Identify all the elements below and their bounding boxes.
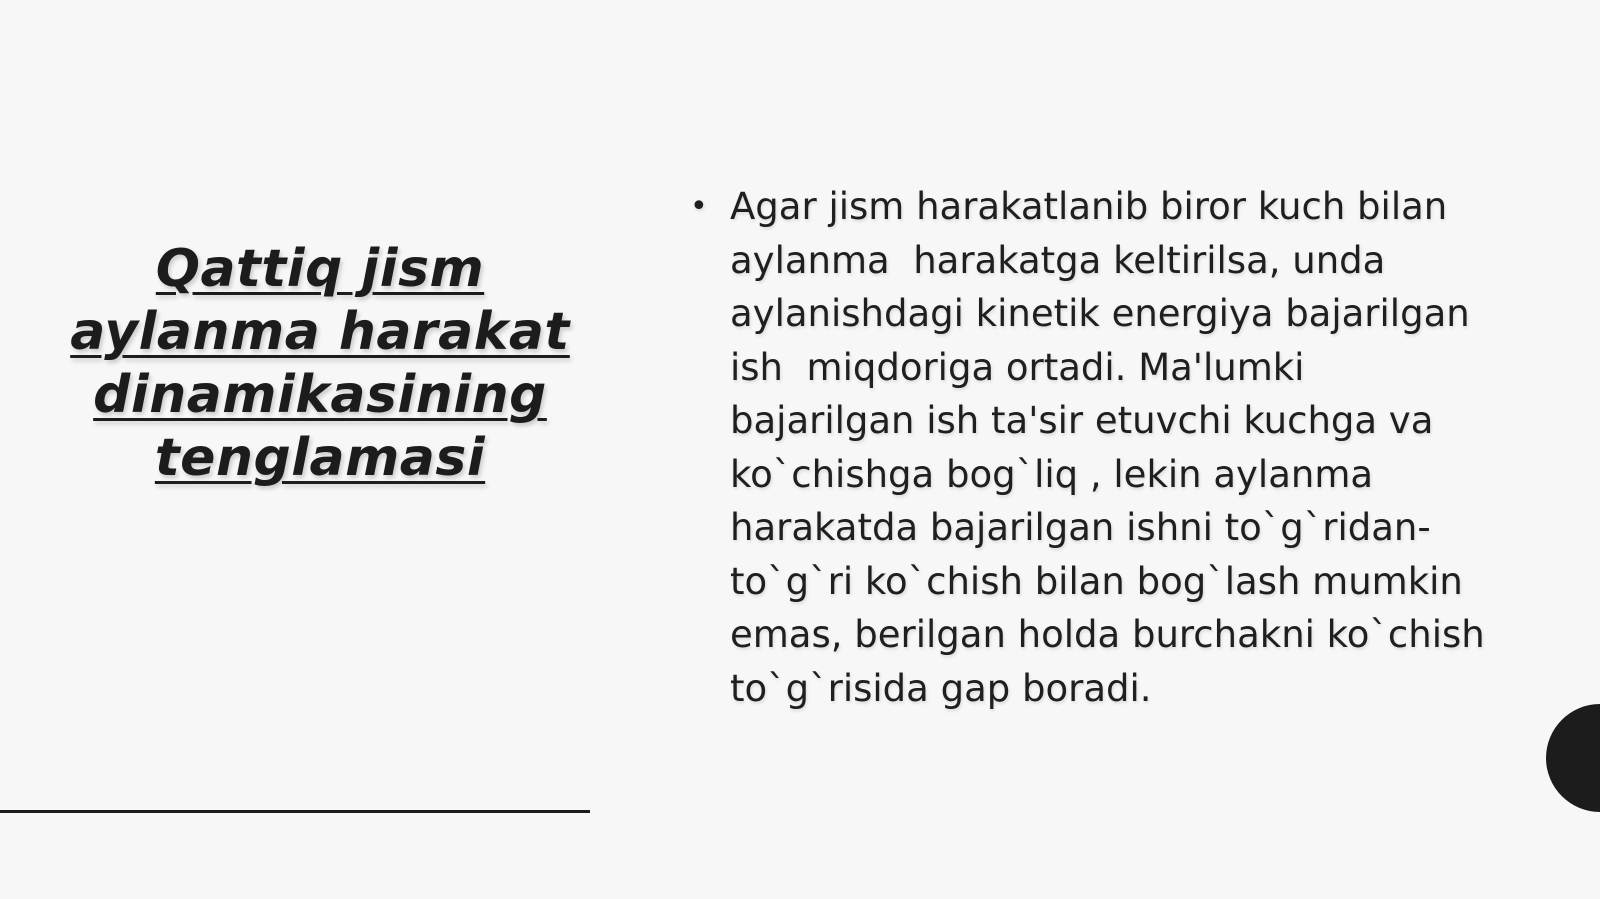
body-text-line: aylanma harakatga keltirilsa, unda: [730, 238, 1386, 282]
body-text-line: ko`chishga bog`liq , lekin aylanma: [730, 452, 1374, 496]
body-text-line: to`g`risida gap boradi.: [730, 666, 1152, 710]
body-text-line: ish miqdoriga ortadi. Ma'lumki: [730, 345, 1305, 389]
body-text-line: harakatda bajarilgan ishni to`g`ridan-: [730, 506, 1431, 549]
title-line: Qattiq jism: [155, 239, 485, 299]
body-text-line: aylanishdagi kinetik energiya bajarilgan: [730, 292, 1470, 335]
decorative-circle-shape: [1546, 704, 1600, 812]
slide-title: [60, 238, 580, 490]
bullet-item: [690, 180, 1510, 715]
title-line: tenglamasi: [154, 428, 486, 488]
body-text-line: Agar jism harakatlanib biror kuch bilan: [730, 185, 1448, 228]
body-text-line: bajarilgan ish ta'sir etuvchi kuchga va: [730, 399, 1434, 442]
body-bullet-list: [690, 180, 1510, 715]
body-text-line: to`g`ri ko`chish bilan bog`lash mumkin: [730, 559, 1463, 603]
title-line: dinamikasining: [93, 365, 547, 425]
title-divider: [0, 810, 590, 813]
body-text-line: emas, berilgan holda burchakni ko`chish: [730, 613, 1485, 656]
bullet-dot-icon: •: [690, 189, 708, 224]
title-line: aylanma harakat: [70, 302, 570, 362]
